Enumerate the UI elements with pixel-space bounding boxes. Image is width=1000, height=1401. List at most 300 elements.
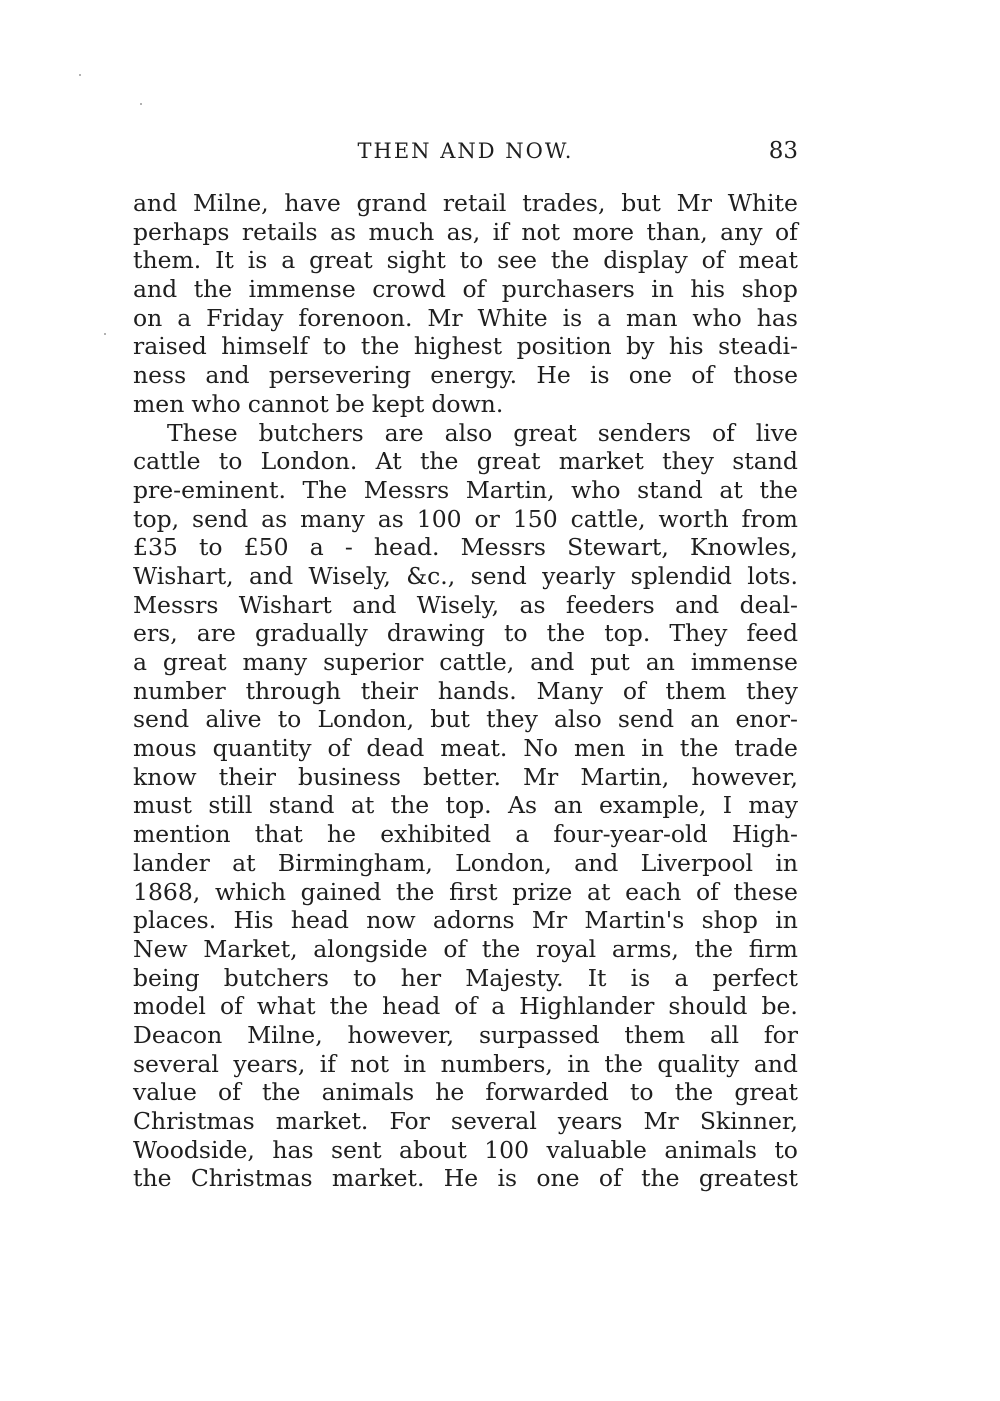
- word: cattle,: [570, 504, 646, 533]
- word: Messrs: [363, 475, 450, 504]
- word: as: [377, 504, 404, 533]
- word: is: [630, 963, 651, 992]
- word: in: [775, 848, 798, 877]
- word: in: [641, 734, 664, 763]
- text-line: [133, 763, 798, 792]
- paper-speck: [140, 103, 142, 105]
- word: firm: [748, 934, 798, 963]
- word: 1868,: [133, 877, 201, 906]
- word: of: [217, 1078, 241, 1107]
- word: he: [327, 820, 357, 849]
- word: purchasers: [501, 275, 635, 304]
- word: meat: [738, 246, 798, 275]
- word: kept: [371, 389, 425, 418]
- word: For: [389, 1107, 430, 1135]
- word: but: [621, 189, 661, 217]
- word: stand: [268, 791, 335, 820]
- word: He: [443, 1164, 479, 1193]
- text-line: [133, 275, 798, 304]
- word: head: [290, 906, 349, 935]
- word: to: [277, 705, 302, 734]
- word: His: [233, 906, 274, 935]
- word: at: [586, 877, 611, 906]
- word: these: [733, 877, 798, 906]
- word: Majesty.: [465, 963, 564, 992]
- word: not: [521, 217, 561, 246]
- text-line: [133, 562, 798, 591]
- word: exhibited: [380, 820, 491, 849]
- word: that: [254, 820, 303, 849]
- word: gradually: [254, 619, 368, 648]
- word: Milne,: [193, 189, 269, 217]
- word: animals: [321, 1078, 415, 1107]
- word: the: [546, 619, 586, 648]
- word: quality: [657, 1049, 740, 1078]
- text-line: [133, 447, 798, 476]
- word: persevering: [268, 361, 412, 390]
- word: The: [302, 475, 348, 504]
- word: splendid: [630, 561, 732, 590]
- word: enor-: [735, 705, 798, 734]
- word: many: [300, 504, 365, 533]
- word: White: [727, 189, 798, 217]
- text-line: [133, 1021, 798, 1050]
- word: in: [651, 275, 674, 304]
- word: perhaps: [133, 217, 230, 246]
- word: of: [701, 246, 725, 275]
- word: butchers: [223, 963, 329, 992]
- word: the: [193, 275, 233, 304]
- word: 150: [512, 504, 558, 533]
- word: Wishart: [238, 590, 332, 619]
- word: No: [523, 734, 559, 763]
- word: steadi-: [718, 332, 798, 361]
- word: drawing: [386, 619, 485, 648]
- word: numbers,: [440, 1049, 553, 1078]
- body-text: [133, 189, 798, 1193]
- word: They: [669, 619, 728, 648]
- word: should: [668, 992, 748, 1021]
- word: much: [368, 217, 435, 246]
- word: London,: [317, 705, 415, 734]
- word: who: [692, 303, 742, 332]
- word: to: [503, 619, 528, 648]
- word: the: [419, 447, 459, 476]
- word: send: [133, 705, 190, 734]
- word: for: [763, 1020, 798, 1049]
- word: at: [232, 848, 256, 877]
- word: put: [590, 648, 630, 676]
- word: High-: [731, 820, 798, 849]
- word: -: [344, 533, 353, 562]
- text-line: [133, 246, 798, 275]
- word: great: [476, 447, 541, 476]
- word: than,: [646, 217, 708, 246]
- word: Liverpool: [640, 848, 754, 877]
- text-line: [133, 332, 798, 361]
- word: butchers: [258, 418, 364, 447]
- text-line: [133, 992, 798, 1021]
- text-line: [133, 935, 798, 964]
- word: about: [398, 1135, 467, 1164]
- word: to: [774, 1135, 798, 1164]
- word: lots.: [747, 561, 798, 590]
- word: As: [508, 791, 538, 820]
- word: as: [261, 504, 288, 533]
- word: see: [497, 246, 538, 275]
- word: through: [245, 676, 341, 705]
- running-title: THEN AND NOW.: [357, 139, 574, 163]
- word: a: [177, 303, 192, 332]
- text-line: [133, 390, 798, 419]
- word: market.: [331, 1164, 425, 1193]
- word: market: [558, 447, 644, 476]
- word: I: [722, 791, 733, 820]
- word: a: [674, 963, 689, 992]
- text-line: [133, 619, 798, 648]
- word: of: [711, 418, 735, 447]
- word: which: [214, 877, 286, 906]
- word: of: [219, 992, 243, 1021]
- word: New: [133, 934, 188, 963]
- word: an: [553, 791, 583, 820]
- word: 100: [484, 1135, 530, 1164]
- word: business: [298, 762, 401, 791]
- word: perfect: [712, 963, 798, 992]
- word: of: [691, 361, 715, 390]
- word: from: [741, 504, 798, 533]
- word: Wisely,: [416, 590, 500, 619]
- word: 100: [416, 504, 462, 533]
- word: Birmingham,: [277, 848, 433, 877]
- word: as,: [446, 217, 481, 246]
- text-line: [133, 1107, 798, 1136]
- word: superior: [323, 648, 424, 676]
- word: by: [626, 332, 655, 361]
- text-line: [133, 791, 798, 820]
- word: send: [617, 705, 675, 734]
- word: head: [382, 992, 441, 1021]
- text-line: [133, 1078, 798, 1107]
- paper-speck: [79, 74, 81, 76]
- word: and: [248, 561, 294, 590]
- word: shop: [741, 275, 798, 304]
- word: their: [218, 762, 276, 791]
- word: trade: [734, 734, 798, 763]
- text-line: [133, 820, 798, 849]
- word: of: [775, 217, 798, 246]
- word: royal: [536, 934, 597, 963]
- text-line: [133, 591, 798, 620]
- word: alive: [205, 705, 262, 734]
- word: forenoon.: [298, 303, 413, 332]
- word: Wishart,: [133, 561, 234, 590]
- word: he: [435, 1078, 465, 1107]
- word: them: [665, 676, 727, 705]
- running-header: [133, 136, 798, 166]
- word: them.: [133, 246, 202, 275]
- word: sent: [331, 1135, 382, 1164]
- word: mous: [133, 734, 197, 763]
- paper-speck: [104, 333, 106, 335]
- word: Martin,: [580, 762, 670, 791]
- word: his: [668, 332, 704, 361]
- word: know: [133, 762, 197, 791]
- word: is: [562, 303, 583, 332]
- word: is: [247, 246, 268, 275]
- word: is: [497, 1164, 518, 1193]
- word: deal-: [739, 590, 798, 619]
- word: Mr: [676, 189, 712, 217]
- word: the: [550, 246, 590, 275]
- word: £35: [133, 533, 178, 562]
- word: has: [756, 303, 798, 332]
- word: in: [775, 906, 798, 935]
- word: down.: [431, 389, 504, 418]
- word: Deacon: [133, 1020, 223, 1049]
- word: example,: [598, 791, 707, 820]
- word: of: [462, 275, 486, 304]
- word: the: [133, 1164, 172, 1193]
- word: several: [450, 1107, 537, 1135]
- word: at: [719, 475, 743, 504]
- word: a: [309, 533, 324, 562]
- word: may: [748, 791, 798, 820]
- word: Skinner,: [699, 1107, 798, 1135]
- word: men: [133, 389, 185, 418]
- word: at: [350, 791, 375, 820]
- word: immense: [690, 648, 798, 676]
- word: four-year-old: [553, 820, 708, 849]
- text-line: [133, 734, 798, 763]
- word: them: [624, 1020, 686, 1049]
- word: better.: [423, 762, 501, 791]
- word: and: [753, 1049, 798, 1078]
- text-line: [133, 218, 798, 247]
- word: if: [492, 217, 509, 246]
- word: valuable: [546, 1135, 647, 1164]
- word: dead: [366, 734, 425, 763]
- word: and: [133, 189, 178, 217]
- word: to: [198, 533, 223, 562]
- word: an: [690, 705, 720, 734]
- word: the: [674, 1078, 714, 1107]
- word: &c.,: [406, 561, 456, 590]
- word: position: [516, 332, 612, 361]
- word: Mr: [643, 1107, 679, 1135]
- word: Market,: [203, 934, 298, 963]
- word: of: [598, 1164, 622, 1193]
- word: gained: [300, 877, 382, 906]
- word: in: [403, 1049, 427, 1078]
- word: retails: [241, 217, 318, 246]
- text-line: [133, 878, 798, 907]
- word: London.: [260, 447, 358, 476]
- word: crowd: [372, 275, 446, 304]
- word: feeders: [565, 590, 655, 619]
- word: sight: [386, 246, 446, 275]
- word: cattle,: [439, 648, 515, 676]
- word: the: [360, 332, 400, 361]
- word: stand: [732, 447, 798, 476]
- word: Mr: [427, 303, 463, 332]
- word: retail: [442, 189, 507, 217]
- text-line: [133, 533, 798, 562]
- word: arms,: [611, 934, 679, 963]
- word: top.: [445, 791, 492, 820]
- word: Mr: [531, 906, 568, 935]
- word: be.: [761, 992, 798, 1021]
- word: animals: [664, 1135, 757, 1164]
- text-line: [133, 361, 798, 390]
- word: top,: [133, 504, 180, 533]
- word: Milne,: [247, 1020, 323, 1049]
- word: £50: [243, 533, 289, 562]
- word: feed: [746, 619, 798, 648]
- word: what: [256, 992, 316, 1021]
- word: the: [641, 1164, 680, 1193]
- word: is: [590, 361, 610, 390]
- word: Woodside,: [133, 1135, 255, 1164]
- word: to: [218, 447, 243, 476]
- word: live: [755, 418, 798, 447]
- word: but: [430, 705, 470, 734]
- text-line: [133, 505, 798, 534]
- word: send: [192, 504, 249, 533]
- word: if: [319, 1049, 336, 1078]
- word: men: [574, 734, 626, 763]
- word: of: [695, 877, 719, 906]
- word: who: [571, 475, 621, 504]
- word: still: [208, 791, 253, 820]
- word: top.: [604, 619, 651, 648]
- word: Wisely,: [308, 561, 391, 590]
- word: also: [554, 705, 602, 734]
- word: in: [567, 1049, 590, 1078]
- word: and: [675, 590, 720, 619]
- word: market.: [275, 1107, 369, 1135]
- word: adorns: [432, 906, 515, 935]
- word: number: [133, 676, 226, 705]
- word: great: [513, 418, 577, 447]
- word: cannot: [247, 389, 329, 418]
- word: man: [626, 303, 678, 332]
- word: hands.: [437, 676, 517, 705]
- word: places.: [133, 906, 217, 935]
- word: meat.: [440, 734, 508, 763]
- word: Stewart,: [567, 533, 669, 562]
- word: himself: [221, 332, 309, 361]
- word: prize: [512, 877, 573, 906]
- word: great: [309, 246, 373, 275]
- word: more: [572, 217, 635, 246]
- word: Mr: [523, 762, 559, 791]
- word: It: [587, 963, 607, 992]
- word: the: [604, 1049, 643, 1078]
- word: and: [205, 361, 250, 390]
- word: At: [375, 447, 402, 476]
- word: of: [622, 676, 646, 705]
- word: however,: [347, 1020, 455, 1049]
- text-line: [133, 705, 798, 734]
- word: also: [444, 418, 493, 447]
- word: are: [384, 418, 424, 447]
- word: Christmas: [133, 1107, 255, 1135]
- word: to: [353, 963, 377, 992]
- word: his: [690, 275, 726, 304]
- word: greatest: [698, 1164, 798, 1193]
- word: each: [625, 877, 682, 906]
- word: as: [519, 590, 546, 619]
- word: they: [486, 705, 538, 734]
- text-line: [133, 648, 798, 677]
- text-line: [133, 849, 798, 878]
- word: on: [133, 303, 163, 332]
- word: the: [481, 934, 521, 963]
- word: or: [474, 504, 500, 533]
- word: lander: [133, 848, 210, 877]
- text-line: [133, 906, 798, 935]
- word: as: [330, 217, 357, 246]
- word: many: [242, 648, 308, 676]
- word: surpassed: [478, 1020, 600, 1049]
- word: the: [261, 1078, 301, 1107]
- word: the: [679, 734, 719, 763]
- word: Martin,: [465, 475, 555, 504]
- word: has: [272, 1135, 314, 1164]
- word: It: [215, 246, 234, 275]
- word: yearly: [542, 561, 616, 590]
- word: not: [350, 1049, 390, 1078]
- word: head.: [373, 533, 440, 562]
- word: Highlander: [519, 992, 655, 1021]
- text-line: [133, 304, 798, 333]
- word: years: [557, 1107, 623, 1135]
- word: send: [470, 561, 527, 590]
- word: highest: [413, 332, 503, 361]
- word: He: [536, 361, 571, 390]
- word: and: [574, 848, 619, 877]
- word: great: [162, 648, 227, 676]
- word: being: [133, 963, 200, 992]
- word: of: [327, 734, 351, 763]
- word: ers,: [133, 619, 178, 648]
- word: shop: [701, 906, 758, 935]
- word: their: [360, 676, 418, 705]
- word: those: [733, 361, 798, 390]
- text-line: [133, 677, 798, 706]
- text-line: [133, 1136, 798, 1165]
- word: a: [515, 820, 530, 849]
- word: who: [191, 389, 241, 418]
- word: a: [133, 648, 148, 676]
- word: ness: [133, 361, 187, 390]
- word: one: [628, 361, 672, 390]
- word: an: [645, 648, 675, 676]
- word: Friday: [206, 303, 284, 332]
- word: senders: [597, 418, 692, 447]
- word: Many: [536, 676, 603, 705]
- word: Knowles,: [689, 533, 798, 562]
- word: first: [449, 877, 498, 906]
- word: and: [352, 590, 397, 619]
- word: now: [366, 906, 416, 935]
- text-line: [133, 419, 798, 448]
- word: pre-eminent.: [133, 475, 286, 504]
- word: a: [281, 246, 296, 275]
- word: Christmas: [190, 1164, 313, 1193]
- word: London,: [455, 848, 552, 877]
